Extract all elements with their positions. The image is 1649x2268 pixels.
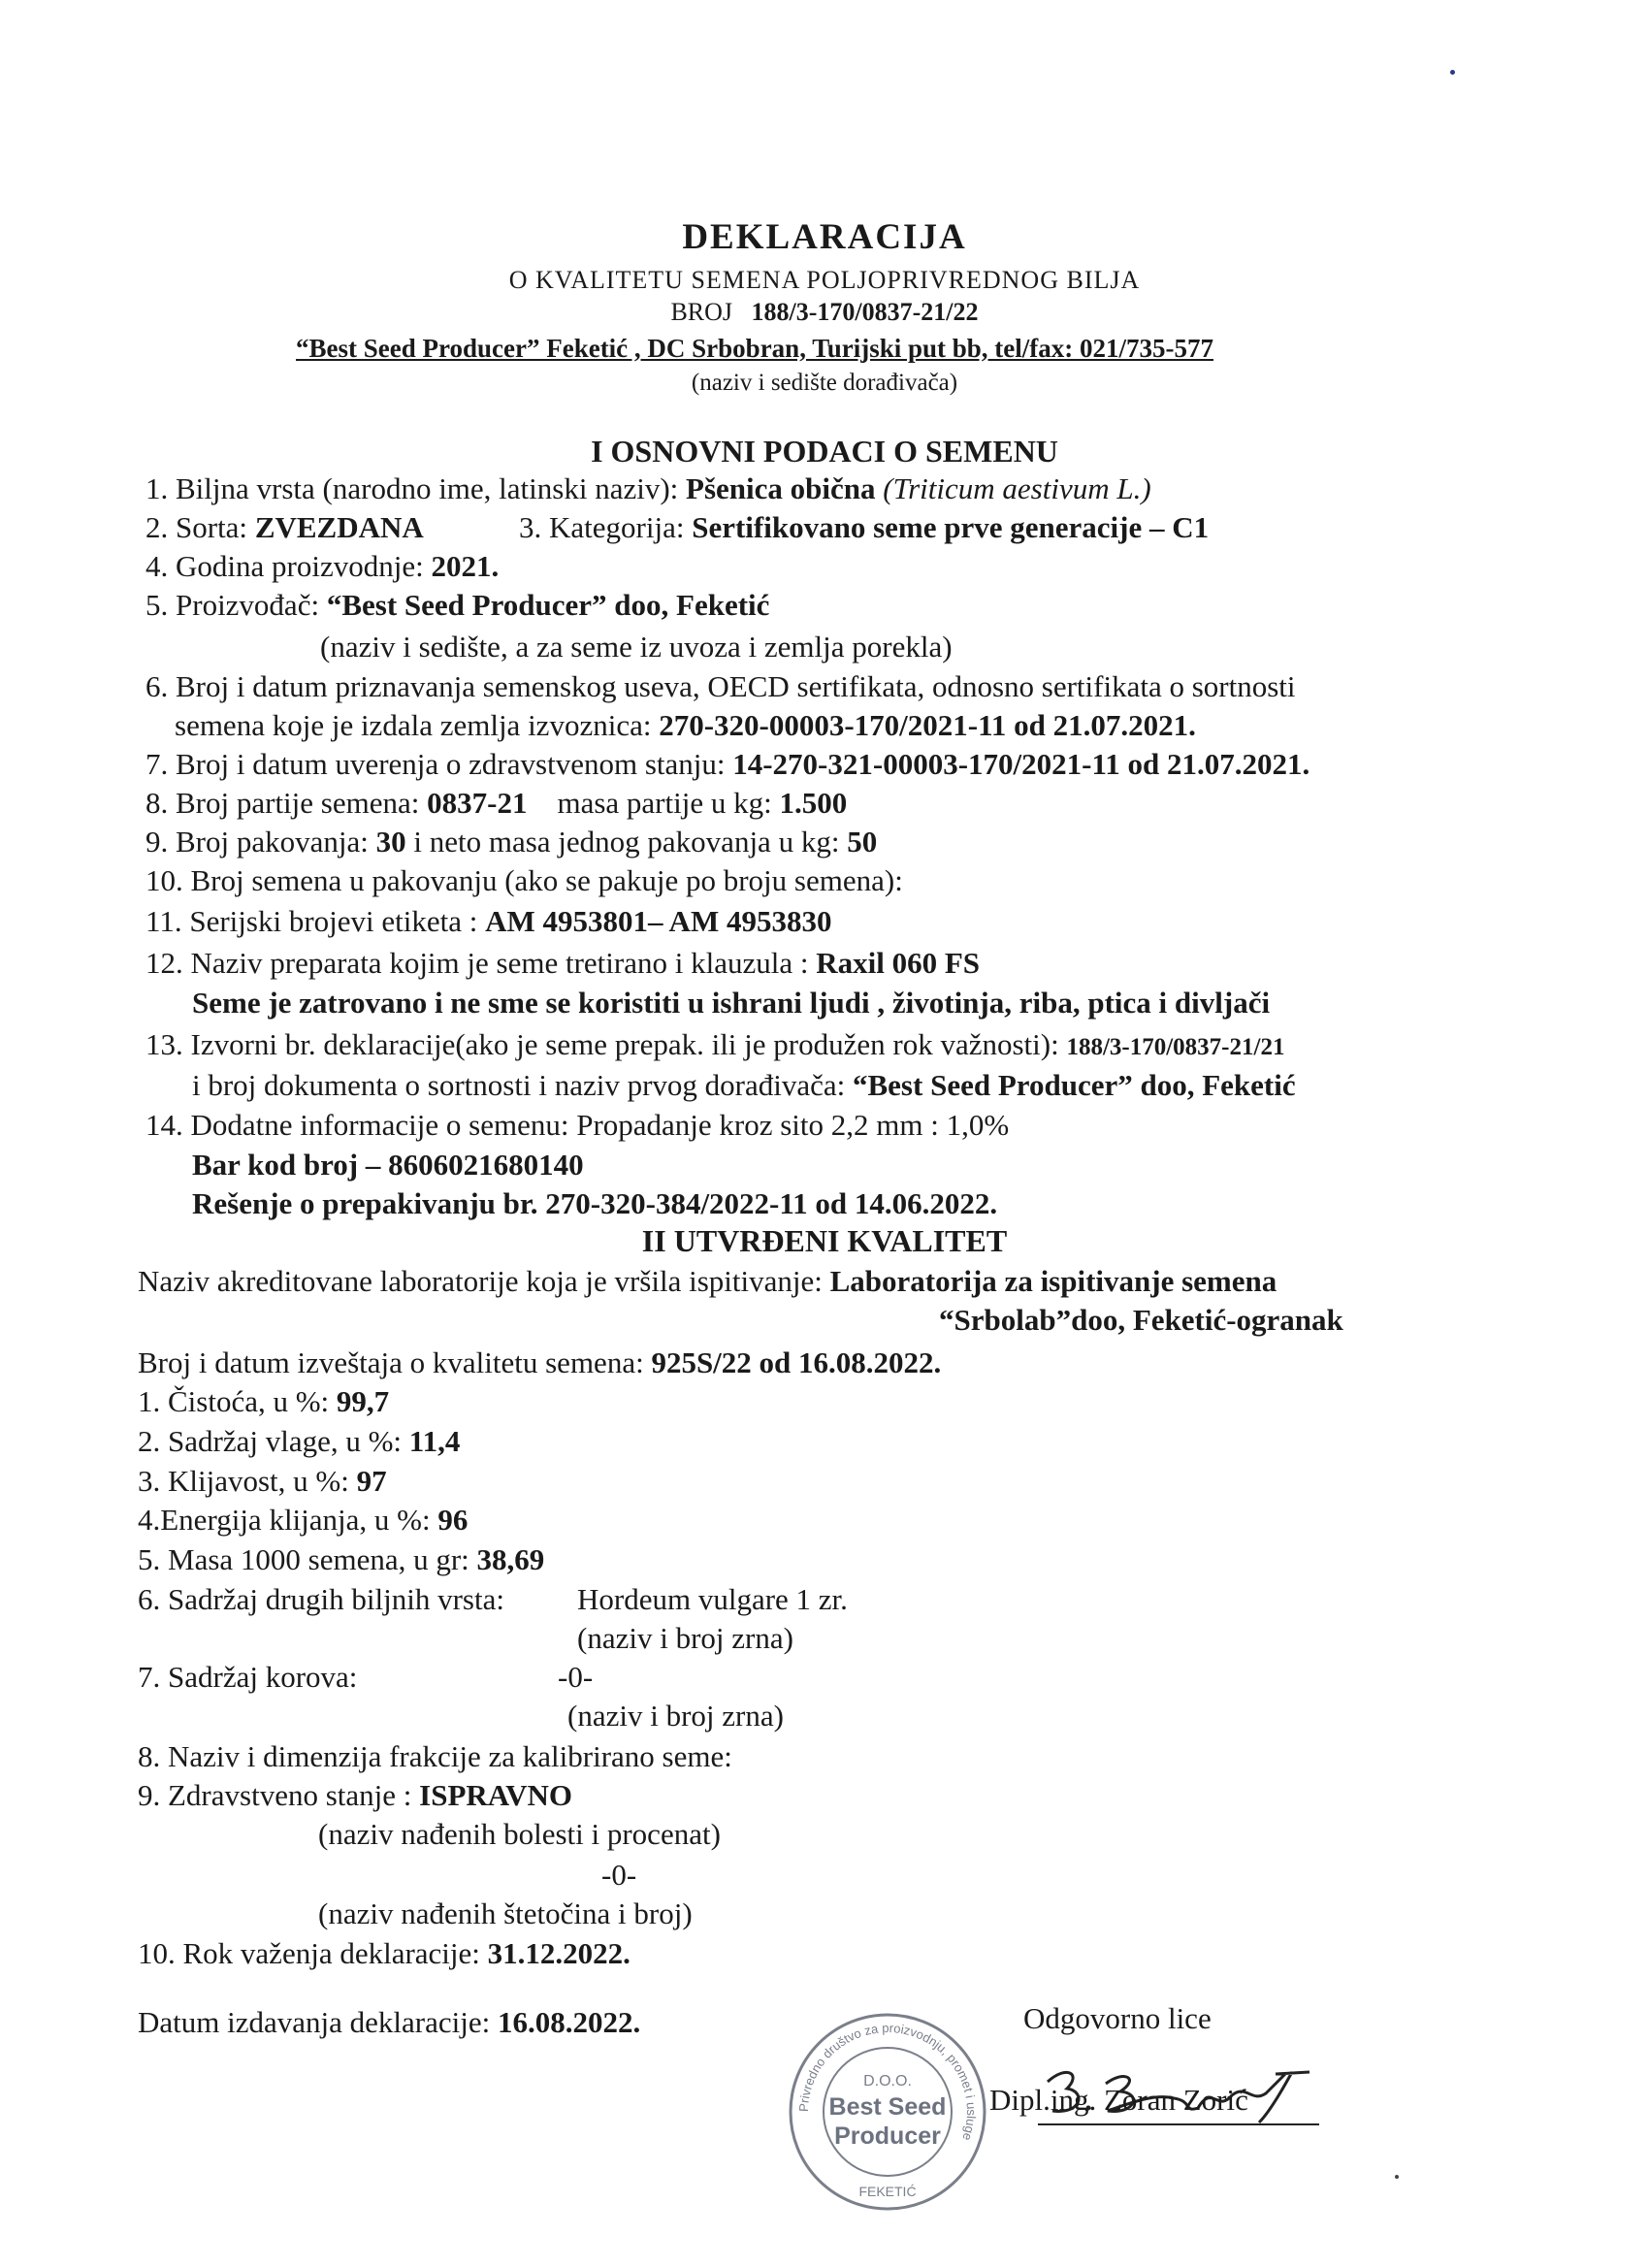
item-9-mass-value: 50 bbox=[847, 825, 878, 859]
item-12-warning: Seme je zatrovano i ne sme se koristiti u ishrani ljudi , životinja, riba, ptica i divljači bbox=[192, 986, 1271, 1020]
stamp-best: Best Seed bbox=[828, 2093, 947, 2121]
item-7 bbox=[146, 746, 1310, 783]
quality-9-note-2: (naziv nađenih štetočina i broj) bbox=[318, 1896, 693, 1930]
item-1-label: 1. Biljna vrsta (narodno ime, latinski naziv): bbox=[146, 471, 679, 505]
item-6-line2 bbox=[175, 707, 1196, 744]
stamp-producer: Producer bbox=[834, 2122, 941, 2150]
item-11-label: 11. Serijski brojevi etiketa : bbox=[146, 904, 478, 938]
item-8-mass-value: 1.500 bbox=[779, 786, 848, 820]
stamp-ring-text: Privredno društvo za proizvodnju, promet i usluge bbox=[795, 2020, 980, 2143]
quality-4 bbox=[138, 1502, 468, 1539]
quality-7-label: 7. Sadržaj korova: bbox=[138, 1660, 358, 1694]
report-value: 925S/22 od 16.08.2022. bbox=[651, 1345, 942, 1379]
quality-2-label: 2. Sadržaj vlage, u %: bbox=[138, 1424, 403, 1458]
item-5 bbox=[146, 587, 769, 624]
lab bbox=[138, 1263, 1277, 1300]
item-13-value2: “Best Seed Producer” doo, Feketić bbox=[853, 1068, 1296, 1102]
report bbox=[138, 1345, 941, 1381]
section-1-title: I OSNOVNI PODACI O SEMENU bbox=[591, 434, 1058, 469]
item-5-value: “Best Seed Producer” doo, Feketić bbox=[326, 588, 770, 622]
issue-date bbox=[138, 2004, 640, 2041]
item-12-label: 12. Naziv preparata kojim je seme tretirano i klauzula : bbox=[146, 946, 809, 980]
quality-5-value: 38,69 bbox=[476, 1542, 545, 1576]
item-13-label2: i broj dokumenta o sortnosti i naziv prvog dorađivača: bbox=[192, 1068, 846, 1102]
company-stamp bbox=[786, 2010, 989, 2214]
item-1 bbox=[146, 470, 1151, 507]
quality-9-label: 9. Zdravstveno stanje : bbox=[138, 1778, 412, 1812]
issue-date-label: Datum izdavanja deklaracije: bbox=[138, 2005, 491, 2039]
document-title: DEKLARACIJA bbox=[682, 217, 967, 257]
item-7-value: 14-270-321-00003-170/2021-11 od 21.07.2021. bbox=[732, 747, 1310, 781]
item-13-label: 13. Izvorni br. deklaracije(ako je seme prepak. ili je produžen rok važnosti): bbox=[146, 1027, 1059, 1061]
quality-4-label: 4.Energija klijanja, u %: bbox=[138, 1503, 431, 1537]
quality-9 bbox=[138, 1777, 572, 1814]
quality-2-value: 11,4 bbox=[408, 1424, 461, 1458]
item-14: 14. Dodatne informacije o semenu: Propadanje kroz sito 2,2 mm : 1,0% bbox=[146, 1108, 1010, 1142]
item-11-value: AM 4953801– AM 4953830 bbox=[485, 904, 832, 938]
item-13 bbox=[146, 1026, 1284, 1066]
quality-1-label: 1. Čistoća, u %: bbox=[138, 1384, 330, 1418]
quality-9-note: (naziv nađenih bolesti i procenat) bbox=[318, 1817, 721, 1851]
report-label: Broj i datum izveštaja o kvalitetu semena: bbox=[138, 1345, 644, 1379]
number-label: BROJ bbox=[670, 298, 733, 326]
item-4 bbox=[146, 548, 499, 585]
item-7-label: 7. Broj i datum uverenja o zdravstvenom stanju: bbox=[146, 747, 726, 781]
item-2-3 bbox=[146, 509, 424, 546]
quality-6-value: Hordeum vulgare 1 zr. bbox=[577, 1582, 848, 1616]
producer-address: “Best Seed Producer” Feketić , DC Srbobran, Turijski put bb, tel/fax: 021/735-577 bbox=[296, 334, 1214, 363]
section-2-title: II UTVRĐENI KVALITET bbox=[641, 1223, 1008, 1258]
responsible-label: Odgovorno lice bbox=[1023, 2001, 1212, 2035]
quality-1-value: 99,7 bbox=[336, 1384, 390, 1418]
quality-7-note: (naziv i broj zrna) bbox=[567, 1699, 784, 1733]
quality-4-value: 96 bbox=[437, 1503, 469, 1537]
item-10: 10. Broj semena u pakovanju (ako se pakuje po broju semena): bbox=[146, 863, 903, 897]
quality-10-label: 10. Rok važenja deklaracije: bbox=[138, 1936, 480, 1970]
item-3 bbox=[519, 509, 1209, 546]
item-11 bbox=[146, 903, 831, 940]
item-9-label: 9. Broj pakovanja: bbox=[146, 825, 369, 859]
item-5-label: 5. Proizvođač: bbox=[146, 588, 320, 622]
producer-note: (naziv i sedište dorađivača) bbox=[691, 370, 958, 396]
quality-9-value-2: -0- bbox=[601, 1858, 637, 1892]
scan-speck bbox=[1395, 2175, 1399, 2179]
item-6-label2: semena koje je izdala zemlja izvoznica: bbox=[175, 708, 652, 742]
signer-name: Dipl.ing. Zoran Zorić bbox=[989, 2083, 1248, 2117]
item-8 bbox=[146, 785, 847, 822]
item-12-value: Raxil 060 FS bbox=[816, 946, 980, 980]
item-5-note: (naziv i sedište, a za seme iz uvoza i zemlja porekla) bbox=[320, 630, 953, 664]
scan-speck bbox=[1450, 70, 1455, 75]
item-9-mass-label: i neto masa jednog pakovanja u kg: bbox=[413, 825, 840, 859]
item-4-value: 2021. bbox=[431, 549, 500, 583]
lab-value: Laboratorija za ispitivanje semena bbox=[829, 1264, 1277, 1298]
item-6-label: 6. Broj i datum priznavanja semenskog useva, OECD sertifikata, odnosno sertifikata o sortnosti bbox=[146, 669, 1296, 703]
item-8-label: 8. Broj partije semena: bbox=[146, 786, 420, 820]
document-subtitle: O KVALITETU SEMENA POLJOPRIVREDNOG BILJA bbox=[508, 266, 1141, 294]
item-4-label: 4. Godina proizvodnje: bbox=[146, 549, 424, 583]
stamp-city: FEKETIĆ bbox=[858, 2184, 917, 2199]
item-8-value: 0837-21 bbox=[427, 786, 528, 820]
producer-line bbox=[296, 330, 1213, 367]
quality-10 bbox=[138, 1935, 630, 1972]
quality-6-label: 6. Sadržaj drugih biljnih vrsta: bbox=[138, 1582, 504, 1616]
issue-date-value: 16.08.2022. bbox=[497, 2005, 641, 2039]
item-13-value: 188/3-170/0837-21/21 bbox=[1066, 1034, 1285, 1060]
item-14-barcode: Bar kod broj – 8606021680140 bbox=[192, 1148, 584, 1182]
quality-2 bbox=[138, 1423, 460, 1460]
item-1-latin: (Triticum aestivum L.) bbox=[883, 471, 1151, 505]
quality-10-value: 31.12.2022. bbox=[487, 1936, 630, 1970]
item-1-value: Pšenica obična bbox=[686, 471, 876, 505]
quality-5 bbox=[138, 1541, 544, 1578]
item-8-mass-label: masa partije u kg: bbox=[557, 786, 772, 820]
item-14-resenje: Rešenje o prepakivanju br. 270-320-384/2022-11 od 14.06.2022. bbox=[192, 1186, 998, 1220]
lab-label: Naziv akreditovane laboratorije koja je vršila ispitivanje: bbox=[138, 1264, 823, 1298]
quality-1 bbox=[138, 1383, 389, 1420]
number-value: 188/3-170/0837-21/22 bbox=[751, 298, 979, 326]
item-12 bbox=[146, 945, 980, 982]
quality-3-label: 3. Klijavost, u %: bbox=[138, 1464, 349, 1498]
quality-5-label: 5. Masa 1000 semena, u gr: bbox=[138, 1542, 469, 1576]
document-number bbox=[0, 294, 1649, 331]
quality-3 bbox=[138, 1463, 387, 1500]
quality-9-value: ISPRAVNO bbox=[419, 1778, 573, 1812]
quality-8: 8. Naziv i dimenzija frakcije za kalibrirano seme: bbox=[138, 1739, 732, 1773]
item-6-value: 270-320-00003-170/2021-11 od 21.07.2021. bbox=[659, 708, 1196, 742]
quality-7-value: -0- bbox=[558, 1660, 594, 1694]
quality-6-note: (naziv i broj zrna) bbox=[577, 1621, 793, 1655]
lab-value-2: “Srbolab”doo, Feketić-ogranak bbox=[939, 1303, 1343, 1337]
item-9 bbox=[146, 824, 877, 860]
quality-3-value: 97 bbox=[356, 1464, 387, 1498]
item-3-label: 3. Kategorija: bbox=[519, 510, 685, 544]
item-2-label: 2. Sorta: bbox=[146, 510, 248, 544]
item-2-value: ZVEZDANA bbox=[254, 510, 424, 544]
stamp-doo: D.O.O. bbox=[863, 2073, 912, 2090]
item-3-value: Sertifikovano seme prve generacije – C1 bbox=[692, 510, 1210, 544]
item-9-value: 30 bbox=[375, 825, 406, 859]
item-13-line2 bbox=[192, 1067, 1296, 1104]
